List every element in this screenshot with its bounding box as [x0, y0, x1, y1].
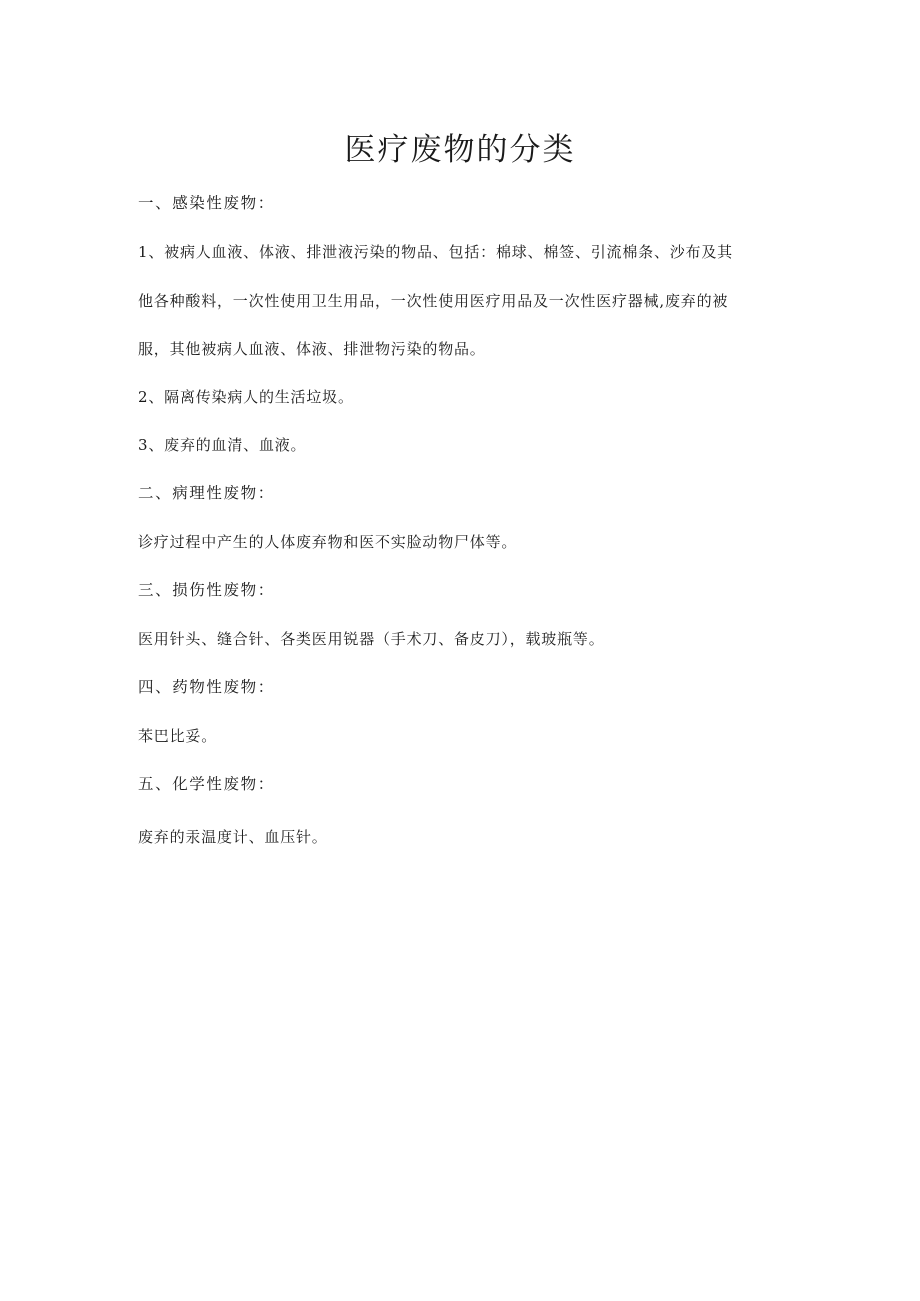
section-heading-infectious: 一、感染性废物： [138, 194, 275, 212]
paragraph-line: 诊疗过程中产生的人体废弃物和医不实脸动物尸体等。 [138, 533, 518, 551]
document-title: 医疗废物的分类 [344, 132, 576, 168]
paragraph-line: 他各种酸料，一次性使用卫生用品，一次性使用医疗用品及一次性医疗器械,废弃的被 [138, 292, 729, 310]
section-heading-sharps: 三、损伤性废物： [138, 581, 275, 599]
paragraph-line: 医用针头、缝合针、各类医用锐器（手术刀、备皮刀），载玻瓶等。 [138, 630, 605, 648]
section-heading-pathological: 二、病理性废物： [138, 484, 275, 502]
section-heading-chemical: 五、化学性废物： [138, 775, 275, 793]
paragraph-line: 苯巴比妥。 [138, 727, 218, 745]
paragraph-line: 3、废弃的血清、血液。 [138, 436, 307, 454]
paragraph-line: 1、被病人血液、体液、排泄液污染的物品、包括：棉球、棉签、引流棉条、沙布及其 [138, 243, 733, 261]
paragraph-line: 服，其他被病人血液、体液、排泄物污染的物品。 [138, 340, 486, 358]
section-heading-pharmaceutical: 四、药物性废物： [138, 678, 275, 696]
paragraph-line: 2、隔离传染病人的生活垃圾。 [138, 388, 354, 406]
paragraph-line: 废弃的汞温度计、血压针。 [138, 828, 328, 846]
